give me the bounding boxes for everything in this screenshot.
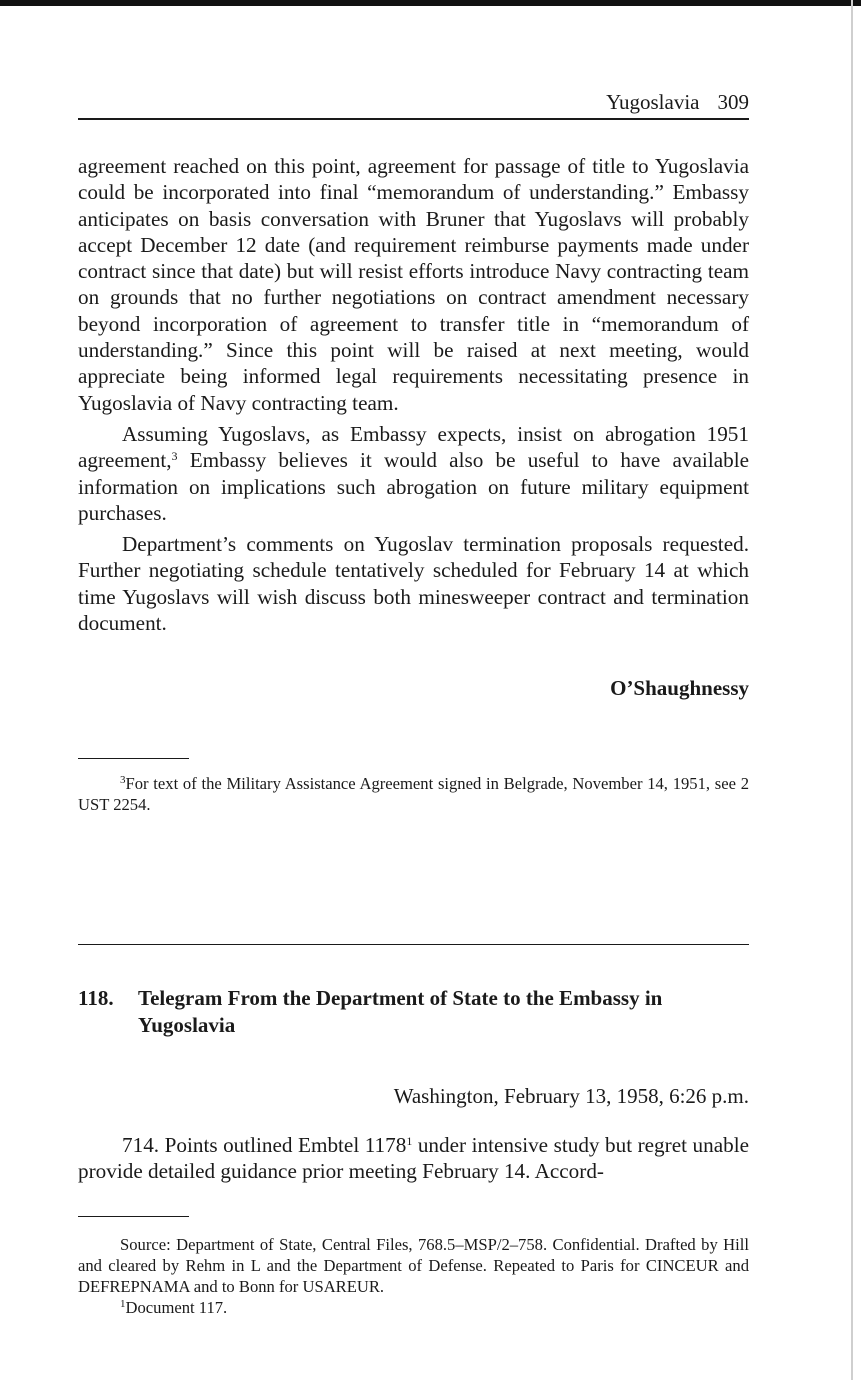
source-note-rule — [78, 1216, 189, 1217]
page-top-edge — [0, 0, 861, 6]
page-number: 309 — [717, 90, 749, 114]
document-body-end: under intensive study but regret unable provide detailed guidance prior meeting February 14. Accord- — [78, 1133, 749, 1184]
document-body-start: 714. Points outlined Embtel 1178 — [122, 1133, 407, 1157]
source-note-text: Source: Department of State, Central Files, 768.5–MSP/2–758. Confidential. Drafted by Hill and cleared by Rehm in L and the Department of Defense. Repeated to Paris for CINCEUR and DEFREPNAMA and to Bonn for USAREUR. — [78, 1235, 749, 1296]
document-title: Telegram From the Department of State to the Embassy in Yugoslavia — [138, 986, 663, 1037]
page-right-edge — [851, 0, 853, 1380]
footnote-3-mark: 3 — [120, 774, 126, 786]
footnote-3-text-wrap — [78, 773, 749, 815]
footnote-3-text: For text of the Military Assistance Agreement signed in Belgrade, November 14, 1951, see 2 UST 2254. — [78, 774, 749, 814]
dateline: Washington, February 13, 1958, 6:26 p.m. — [393, 1084, 749, 1108]
continuation-text — [78, 153, 749, 641]
document-body — [78, 1132, 749, 1185]
header-rule — [78, 118, 749, 120]
document-body-paragraph — [78, 1132, 749, 1185]
footnote-1 — [78, 1297, 749, 1318]
footnote-rule — [78, 758, 189, 759]
footnote-1-mark: 1 — [120, 1298, 126, 1310]
paragraph-2 — [78, 421, 749, 526]
footnote-1-text: Document 117. — [125, 1298, 228, 1317]
running-head — [78, 88, 749, 116]
footnote-3-marker: 3 — [171, 449, 178, 464]
paragraph-2-start: Assuming Yugoslavs, as Embassy expects, insist on abrogation 1951 agreement, — [78, 421, 749, 473]
signature: O’Shaughnessy — [610, 676, 749, 700]
document-heading — [78, 985, 749, 1039]
footnote-3 — [78, 773, 749, 815]
document-number: 118. — [78, 986, 114, 1010]
source-note — [78, 1234, 749, 1318]
paragraph-2-end: Embassy believes it would also be useful to have available information on implications such abrogation on future military equipment purchases. — [78, 448, 749, 525]
running-head-title: Yugoslavia — [606, 90, 700, 114]
footnote-1-marker: 1 — [406, 1134, 413, 1148]
paragraph-3: Department’s comments on Yugoslav termination proposals requested. Further negotiating schedule tentatively scheduled for February 14 at which time Yugoslavs will wish discuss both minesweeper contract and termination document. — [78, 532, 749, 636]
section-divider — [78, 944, 749, 945]
paragraph-1: agreement reached on this point, agreement for passage of title to Yugoslavia could be incorporated into final “memorandum of understanding.” Embassy anticipates on basis conversation with Bruner that Yugoslavs will probably accept December 12 date (and requirement reimburse payments made under contract since that date) but will resist efforts introduce Navy contracting team on grounds that no further negotiations on contract amendment necessary beyond incorporation of agreement to transfer title in “memorandum of understanding.” Since this point will be raised at next meeting, would appreciate being informed legal requirements necessitating presence in Yugoslavia of Navy contracting team. — [78, 154, 749, 415]
